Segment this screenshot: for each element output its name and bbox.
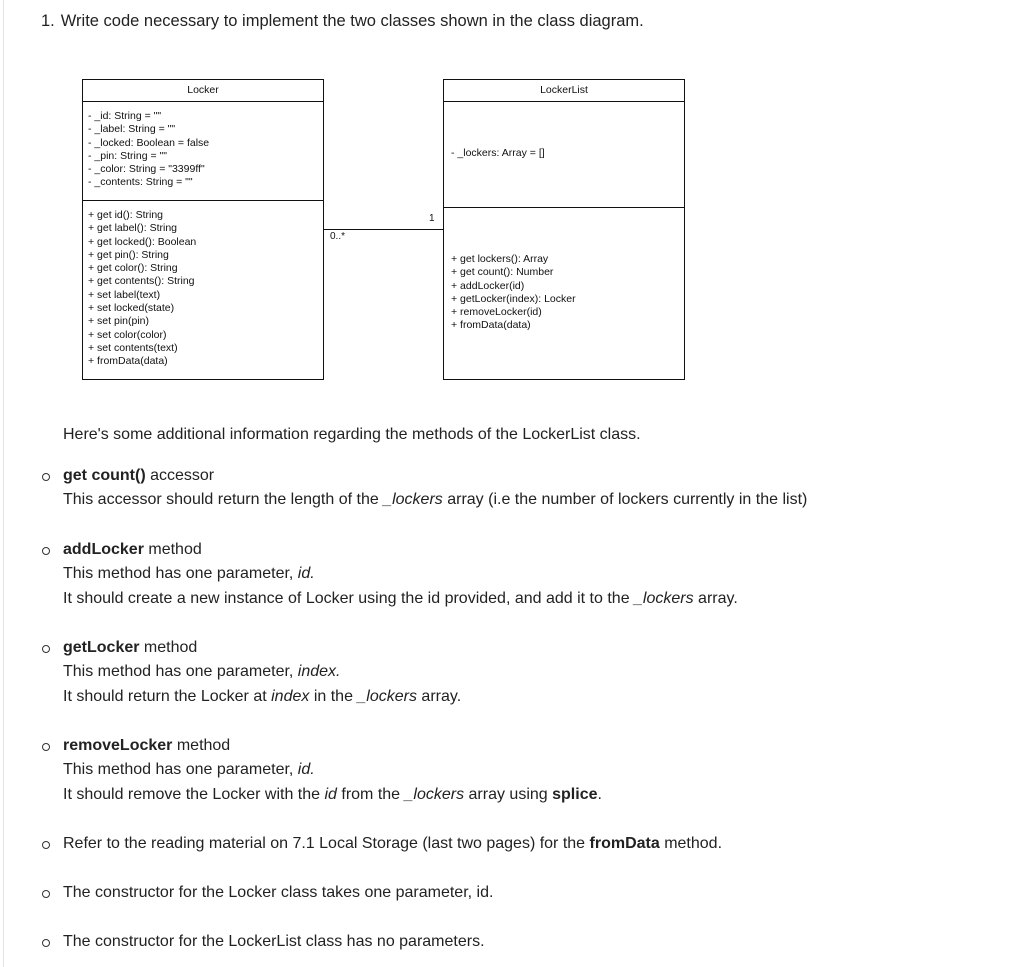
locker-attribute: - _color: String = "3399ff": [88, 163, 205, 176]
bullet-add: [42, 547, 50, 555]
locker-class-name: Locker: [187, 84, 219, 96]
count-heading: get count() accessor: [63, 467, 215, 484]
lockerlist-class-name: LockerList: [540, 84, 588, 96]
locker-method: + set label(text): [88, 288, 161, 301]
lockerlist-methods: [451, 253, 576, 333]
lockerlist-title-divider: [444, 101, 684, 102]
bullet-locker-ctor: [42, 890, 50, 898]
locker-method: + set locked(state): [88, 302, 175, 315]
remove-description: It should remove the Locker with the id from the _lockers array using splice.: [63, 786, 602, 803]
locker-methods: [88, 209, 196, 369]
bullet-refer: [42, 841, 50, 849]
locker-attribute: - _label: String = "": [88, 123, 176, 136]
lockerlist-method: + getLocker(index): Locker: [451, 292, 576, 305]
count-description: This accessor should return the length of the _lockers array (i.e the number of lockers currently in the list): [63, 491, 808, 508]
locker-method: + get locked(): Boolean: [88, 235, 197, 248]
locker-method: + set contents(text): [88, 341, 178, 354]
bullet-get: [42, 645, 50, 653]
lockerlist-method: + get count(): Number: [451, 266, 554, 279]
lockerlist-method: + get lockers(): Array: [451, 253, 549, 265]
question-text: Write code necessary to implement the two classes shown in the class diagram.: [60, 12, 644, 30]
multiplicity-locker: 0..*: [330, 231, 346, 242]
lockerlist-method: + addLocker(id): [451, 279, 525, 292]
bullet-list-ctor: [42, 939, 50, 947]
locker-attribute: - _contents: String = "": [88, 176, 193, 189]
lockerlist-attributes: [451, 147, 545, 160]
page-left-border: [3, 0, 4, 967]
locker-method: + get color(): String: [88, 262, 178, 275]
question-number: 1.: [41, 12, 55, 30]
bullet-count: [42, 473, 50, 481]
locker-attribute: - _locked: Boolean = false: [88, 136, 210, 149]
lockerlist-attribute: - _lockers: Array = []: [451, 147, 545, 159]
locker-attributes: [88, 110, 209, 190]
add-description: It should create a new instance of Locker using the id provided, and add it to the _lockers array.: [63, 590, 738, 607]
locker-attribute: - _id: String = "": [88, 110, 162, 122]
locker-class-box: [82, 79, 324, 380]
lockerlist-constructor-text: The constructor for the LockerList class has no parameters.: [63, 933, 485, 950]
get-description: It should return the Locker at index in the _lockers array.: [63, 688, 462, 705]
locker-method: + get pin(): String: [88, 248, 169, 261]
locker-attribute: - _pin: String = "": [88, 149, 167, 162]
lockerlist-method: + fromData(data): [451, 319, 531, 332]
locker-title-divider: [83, 101, 323, 102]
locker-attr-divider: [83, 200, 323, 201]
refer-text: Refer to the reading material on 7.1 Local Storage (last two pages) for the fromData method.: [63, 835, 723, 852]
bullet-remove: [42, 743, 50, 751]
get-heading: getLocker method: [63, 639, 198, 656]
locker-constructor-text: The constructor for the Locker class takes one parameter, id.: [63, 884, 494, 901]
locker-method: + set pin(pin): [88, 315, 149, 328]
remove-heading: removeLocker method: [63, 737, 231, 754]
locker-method: + set color(color): [88, 328, 167, 341]
lockerlist-class-box: [443, 79, 685, 380]
association-line: [324, 229, 443, 230]
locker-method: + get contents(): String: [88, 275, 195, 288]
lockerlist-attr-divider: [444, 207, 684, 208]
locker-method: + get label(): String: [88, 222, 178, 235]
question-heading: [41, 12, 644, 31]
multiplicity-lockerlist: 1: [429, 213, 435, 224]
add-param-line: This method has one parameter, id.: [63, 565, 315, 582]
get-param-line: This method has one parameter, index.: [63, 663, 341, 680]
remove-param-line: This method has one parameter, id.: [63, 761, 315, 778]
lockerlist-method: + removeLocker(id): [451, 306, 542, 319]
locker-method: + get id(): String: [88, 209, 163, 221]
add-heading: addLocker method: [63, 541, 202, 558]
intro-text: Here's some additional information regarding the methods of the LockerList class.: [63, 426, 641, 443]
locker-method: + fromData(data): [88, 355, 168, 368]
